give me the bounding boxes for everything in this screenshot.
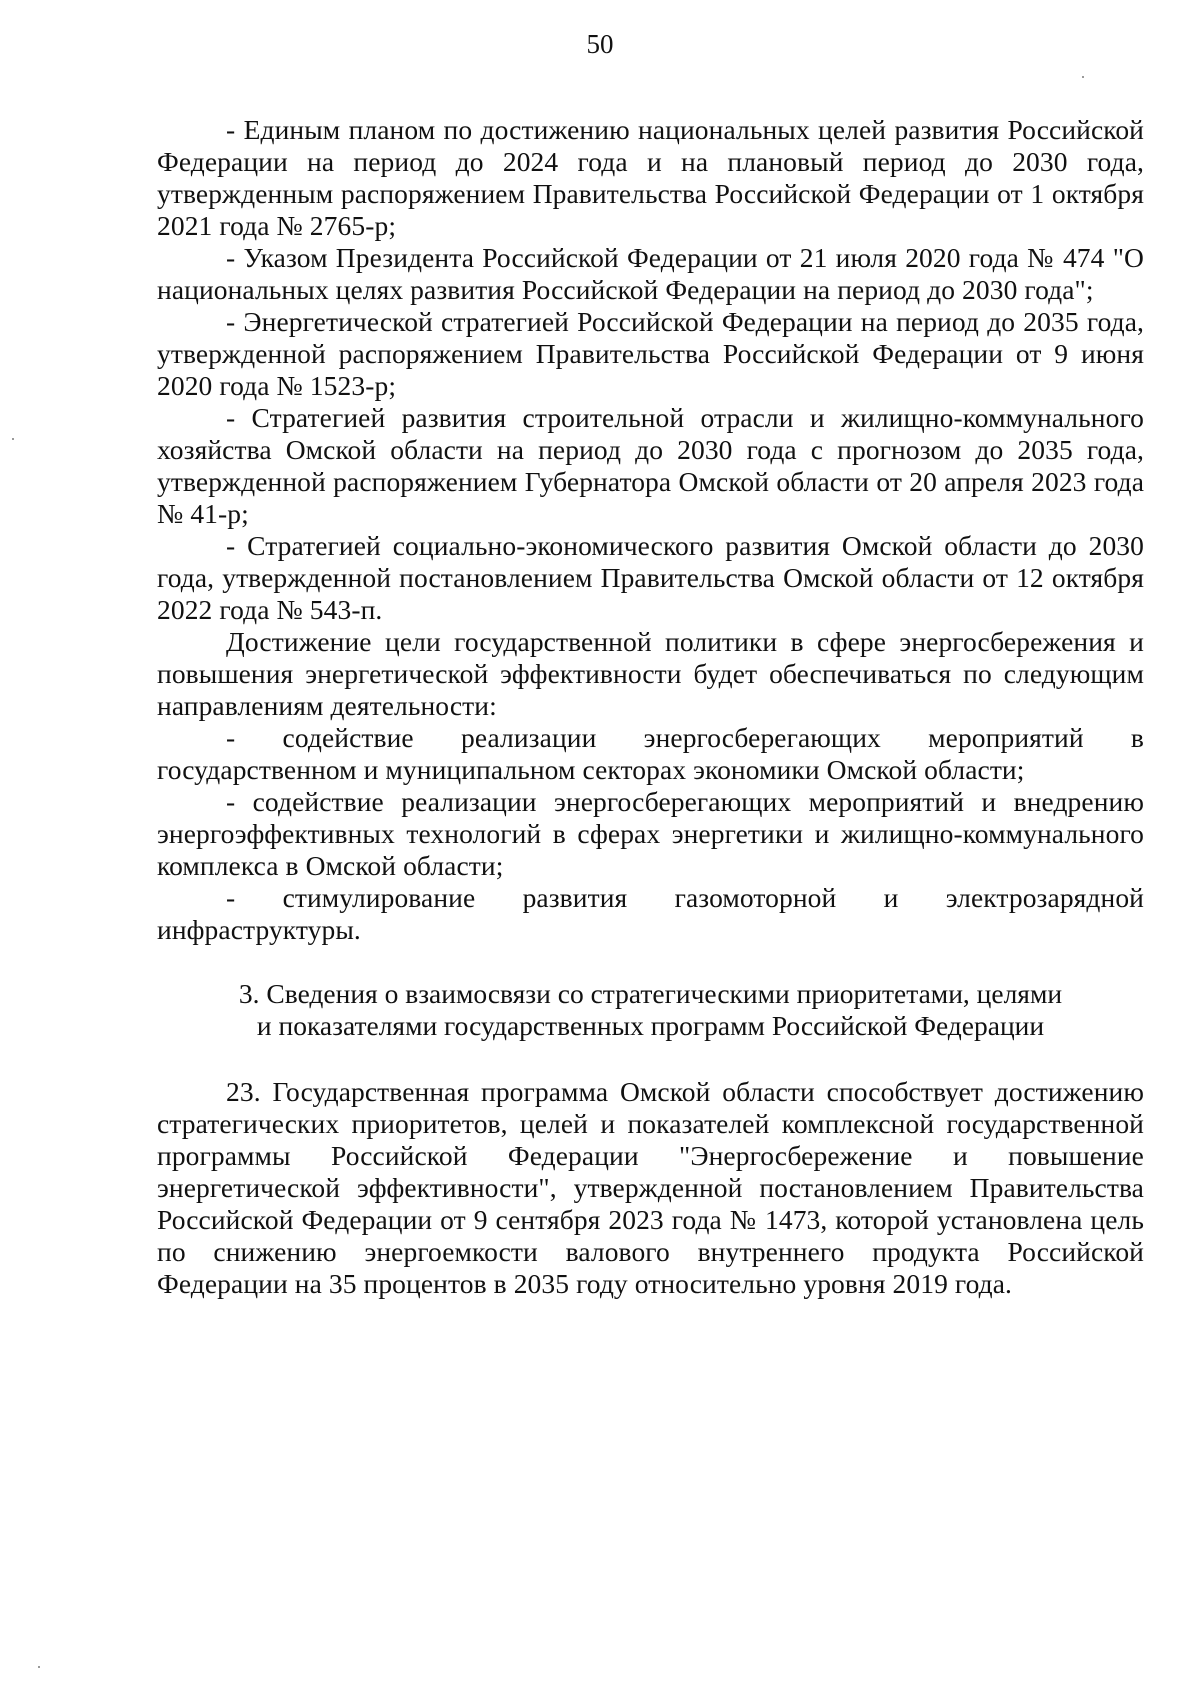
scan-speck bbox=[1082, 76, 1084, 78]
paragraph-socioeconomic-strategy: - Стратегией социально-экономического развития Омской области до 2030 года, утвержденной постановлением Правительства Омской области от 12 октября 2022 года № 543-п. bbox=[157, 530, 1144, 625]
list-item-public-sector: - содействие реализации энергосберегающих мероприятий в государственном и муниципальном секторах экономики Омской области; bbox=[157, 722, 1144, 785]
paragraph-energy-strategy: - Энергетической стратегией Российской Федерации на период до 2035 года, утвержденной распоряжением Правительства Российской Федерации от 9 июня 2020 года № 1523-р; bbox=[157, 306, 1144, 401]
list-item-energy-housing: - содействие реализации энергосберегающих мероприятий и внедрению энергоэффективных технологий в сферах энергетики и жилищно-коммунального комплекса в Омской области; bbox=[157, 786, 1144, 881]
paragraph-presidential-decree: - Указом Президента Российской Федерации от 21 июля 2020 года № 474 "О национальных целях развития Российской Федерации на период до 2030 года"; bbox=[157, 242, 1144, 305]
section-heading-line-2: и показателями государственных программ Российской Федерации bbox=[256, 1010, 1045, 1041]
list-item-infrastructure: - стимулирование развития газомоторной и электрозарядной инфраструктуры. bbox=[157, 882, 1144, 945]
section-heading-line-1: 3. Сведения о взаимосвязи со стратегическими приоритетами, целями bbox=[238, 978, 1063, 1009]
paragraph-policy-goal: Достижение цели государственной политики в сфере энергосбережения и повышения энергетической эффективности будет обеспечиваться по следующим направлениям деятельности: bbox=[157, 626, 1144, 721]
spacer bbox=[157, 1042, 1144, 1076]
page-number: 50 bbox=[586, 29, 614, 59]
paragraph-23: 23. Государственная программа Омской области способствует достижению стратегических приоритетов, целей и показателей комплексной государственной программы Российской Федерации "Энергосбережение и повышение энергетической эффективности", утвержденной постановлением Правительства Российской Федерации от 9 сентября 2023 года № 1473, которой установлена цель по снижению энергоемкости валового внутреннего продукта Российской Федерации на 35 процентов в 2035 году относительно уровня 2019 года. bbox=[157, 1076, 1144, 1299]
spacer bbox=[157, 946, 1144, 978]
document-body bbox=[157, 114, 1144, 1300]
scan-speck bbox=[12, 438, 14, 440]
paragraph-construction-strategy: - Стратегией развития строительной отрасли и жилищно-коммунального хозяйства Омской области на период до 2030 года с прогнозом до 2035 года, утвержденной распоряжением Губернатора Омской области от 20 апреля 2023 года № 41-р; bbox=[157, 402, 1144, 529]
scan-speck bbox=[38, 1666, 40, 1668]
paragraph-unified-plan: - Единым планом по достижению национальных целей развития Российской Федерации на период до 2024 года и на плановый период до 2030 года, утвержденным распоряжением Правительства Российской Федерации от 1 октября 2021 года № 2765-р; bbox=[157, 114, 1144, 241]
